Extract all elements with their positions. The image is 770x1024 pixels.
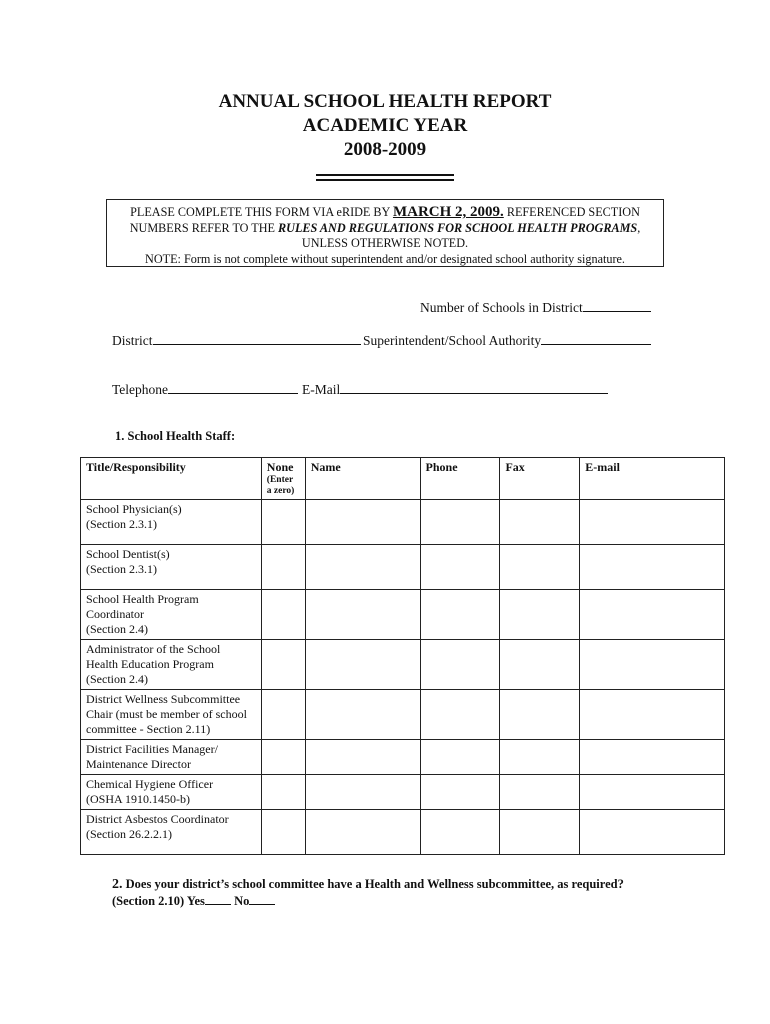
col-none-note: (Enter a zero) (266, 475, 295, 496)
email-cell[interactable] (580, 740, 725, 775)
row-title-line: Chair (must be member of school (86, 707, 247, 721)
email-field[interactable] (302, 381, 608, 398)
row-title (81, 810, 262, 855)
question-2 (112, 876, 624, 909)
row-title-line: (Section 2.4) (86, 622, 148, 636)
row-title-line: District Wellness Subcommittee (86, 692, 241, 706)
email-cell[interactable] (580, 590, 725, 640)
num-schools-field[interactable] (420, 299, 651, 316)
row-title (81, 690, 262, 740)
notice-text: REFERENCED SECTION (503, 205, 640, 219)
district-label: District (112, 333, 153, 348)
name-cell[interactable] (305, 500, 420, 545)
table-row (81, 740, 725, 775)
num-schools-label: Number of Schools in District (420, 300, 583, 315)
col-phone: Phone (420, 458, 500, 500)
phone-cell[interactable] (420, 545, 500, 590)
email-cell[interactable] (580, 810, 725, 855)
phone-cell[interactable] (420, 775, 500, 810)
none-cell[interactable] (261, 690, 305, 740)
row-title-line: (Section 26.2.2.1) (86, 827, 172, 841)
school-health-staff-table (80, 457, 725, 855)
report-title: ANNUAL SCHOOL HEALTH REPORT (218, 91, 552, 112)
email-label: E-Mail (302, 382, 341, 397)
fax-cell[interactable] (500, 810, 580, 855)
row-title-line: (OSHA 1910.1450-b) (86, 792, 190, 806)
table-row (81, 690, 725, 740)
table-row (81, 500, 725, 545)
row-title (81, 775, 262, 810)
section1-heading: 1. School Health Staff: (115, 429, 236, 443)
col-none-label: None (266, 460, 294, 474)
name-cell[interactable] (305, 740, 420, 775)
telephone-field[interactable] (112, 381, 298, 398)
email-cell[interactable] (580, 500, 725, 545)
notice-text: , (637, 220, 641, 235)
fax-cell[interactable] (500, 690, 580, 740)
phone-cell[interactable] (420, 500, 500, 545)
phone-cell[interactable] (420, 590, 500, 640)
question-2-ref-yes: (Section 2.10) Yes (112, 894, 205, 908)
none-cell[interactable] (261, 545, 305, 590)
table-row (81, 590, 725, 640)
question-2-no: No (230, 894, 250, 908)
row-title-line: Administrator of the School (86, 642, 221, 656)
fax-cell[interactable] (500, 545, 580, 590)
row-title-line: (Section 2.3.1) (86, 562, 157, 576)
fax-cell[interactable] (500, 500, 580, 545)
yes-blank[interactable] (205, 893, 231, 905)
table-row (81, 640, 725, 690)
row-title-line: School Dentist(s) (86, 547, 170, 561)
email-cell[interactable] (580, 775, 725, 810)
row-title-line: Coordinator (86, 607, 144, 621)
row-title-line: committee - Section 2.11) (86, 722, 211, 736)
question-2-number: 2. (112, 877, 123, 892)
none-cell[interactable] (261, 500, 305, 545)
no-blank[interactable] (249, 893, 275, 905)
row-title (81, 590, 262, 640)
email-cell[interactable] (580, 690, 725, 740)
phone-cell[interactable] (420, 810, 500, 855)
col-fax: Fax (500, 458, 580, 500)
question-2-text: Does your district’s school committee have a Health and Wellness subcommittee, as required? (122, 877, 624, 891)
row-title-line: District Asbestos Coordinator (86, 812, 229, 826)
telephone-blank[interactable] (168, 381, 298, 394)
row-title-line: (Section 2.4) (86, 672, 148, 686)
district-field[interactable] (112, 332, 361, 349)
name-cell[interactable] (305, 545, 420, 590)
title-rule-top (316, 174, 454, 176)
num-schools-blank[interactable] (583, 299, 651, 312)
notice-line: UNLESS OTHERWISE NOTED. (301, 236, 469, 250)
fax-cell[interactable] (500, 740, 580, 775)
table-row (81, 775, 725, 810)
row-title-line: School Health Program (86, 592, 199, 606)
superintendent-field[interactable] (363, 332, 651, 349)
none-cell[interactable] (261, 775, 305, 810)
none-cell[interactable] (261, 590, 305, 640)
col-name: Name (305, 458, 420, 500)
none-cell[interactable] (261, 740, 305, 775)
notice-text: PLEASE COMPLETE THIS FORM VIA eRIDE BY (130, 205, 393, 219)
email-blank[interactable] (340, 381, 608, 394)
email-cell[interactable] (580, 640, 725, 690)
row-title-line: School Physician(s) (86, 502, 182, 516)
col-none (261, 458, 305, 500)
name-cell[interactable] (305, 640, 420, 690)
name-cell[interactable] (305, 690, 420, 740)
row-title-line: Health Education Program (86, 657, 214, 671)
table-row (81, 545, 725, 590)
superintendent-blank[interactable] (541, 332, 651, 345)
row-title (81, 740, 262, 775)
deadline-date: MARCH 2, 2009. (392, 204, 504, 220)
district-blank[interactable] (153, 332, 361, 345)
phone-cell[interactable] (420, 690, 500, 740)
superintendent-label: Superintendent/School Authority (363, 333, 542, 348)
notice-text: NUMBERS REFER TO THE (129, 220, 279, 235)
academic-year-label: ACADEMIC YEAR (302, 115, 468, 136)
signature-note: NOTE: Form is not complete without superintendent and/or designated school authority signature. (145, 251, 625, 266)
row-title-line: District Facilities Manager/ (86, 742, 218, 756)
rules-reference: RULES AND REGULATIONS FOR SCHOOL HEALTH PROGRAMS (278, 220, 638, 235)
fax-cell[interactable] (500, 640, 580, 690)
academic-year-value: 2008-2009 (343, 139, 427, 160)
none-cell[interactable] (261, 810, 305, 855)
none-cell[interactable] (261, 640, 305, 690)
instructions-box (106, 199, 664, 267)
fax-cell[interactable] (500, 590, 580, 640)
table-header-row (81, 458, 725, 500)
email-cell[interactable] (580, 545, 725, 590)
telephone-label: Telephone (112, 382, 169, 397)
name-cell[interactable] (305, 590, 420, 640)
row-title-line: (Section 2.3.1) (86, 517, 157, 531)
row-title (81, 545, 262, 590)
col-email: E-mail (580, 458, 725, 500)
title-rule-bottom (316, 179, 454, 181)
row-title (81, 500, 262, 545)
row-title (81, 640, 262, 690)
phone-cell[interactable] (420, 740, 500, 775)
row-title-line: Chemical Hygiene Officer (86, 777, 214, 791)
name-cell[interactable] (305, 810, 420, 855)
fax-cell[interactable] (500, 775, 580, 810)
table-row (81, 810, 725, 855)
row-title-line: Maintenance Director (86, 757, 191, 771)
name-cell[interactable] (305, 775, 420, 810)
col-title-responsibility: Title/Responsibility (81, 458, 262, 500)
phone-cell[interactable] (420, 640, 500, 690)
